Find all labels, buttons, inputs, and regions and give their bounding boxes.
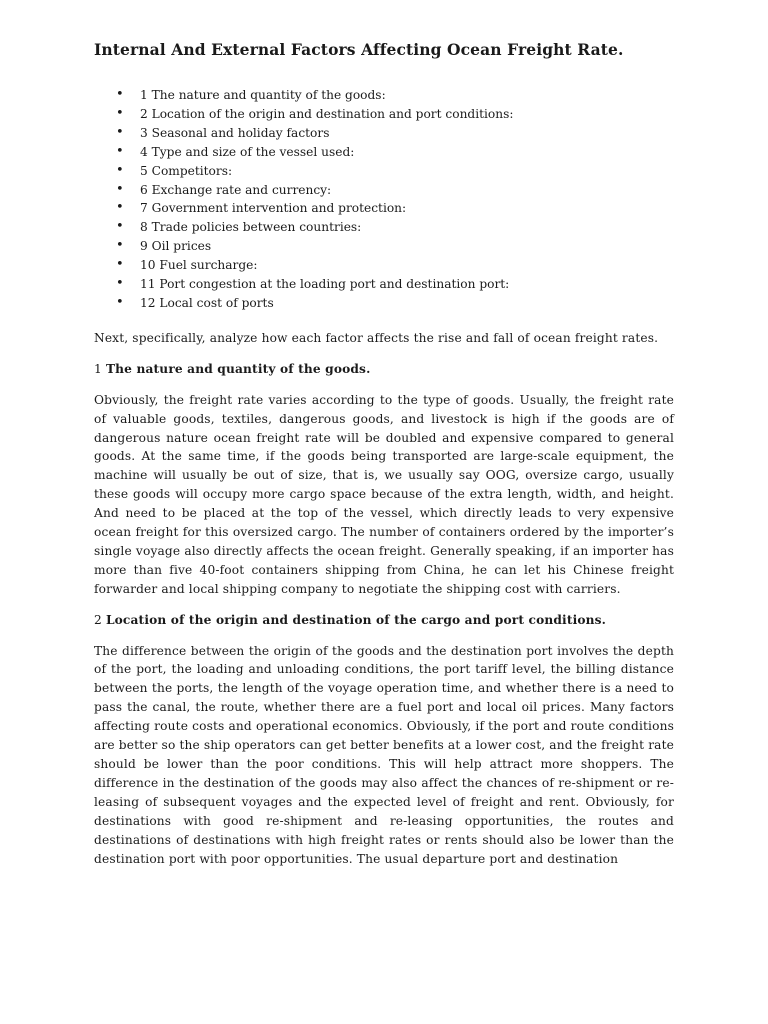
intro-paragraph: Next, specifically, analyze how each factor affects the rise and fall of ocean freight rates. (94, 330, 659, 345)
section-2-paragraph: The difference between the origin of the goods and the destination port involves the depth of the port, the loading and unloading conditions, the port tariff level, the billing distance between the ports, the length of the voyage operation time, and whether there is a need to pass the canal, the route, whether there are a fuel port and local oil prices. Many factors affecting route costs and operational economics. Obviously, if the port and route conditions are better so the ship operators can get better benefits at a lower cost, and the freight rate should be lower than the poor conditions. This will help attract more shoppers. The difference in the destination of the goods may also affect the chances of re-shipment or re-leasing of subsequent voyages and the expected level of freight and rent. Obviously, for destinations with good re-shipment and re-leasing opportunities, the routes and destinations of destinations with high freight rates or rents should also be lower than the destination port with poor opportunities. The usual departure port and destination (94, 643, 674, 866)
list-item: • 1 The nature and quantity of the goods: (140, 86, 674, 105)
list-item: • 12 Local cost of ports (140, 294, 674, 313)
section-2-number: 2 (94, 612, 102, 627)
list-item: • 2 Location of the origin and destination and port conditions: (140, 105, 674, 124)
section-1-heading (94, 360, 674, 379)
section-1-paragraph: Obviously, the freight rate varies according to the type of goods. Usually, the freight rate of valuable goods, textiles, dangerous goods, and livestock is high if the goods are of dangerous nature ocean freight rate will be doubled and expensive compared to general goods. At the same time, if the goods being transported are large-scale equipment, the machine will usually be out of size, that is, we usually say OOG, oversize cargo, usually these goods will occupy more cargo space because of the extra length, width, and height. And need to be placed at the top of the vessel, which directly leads to very expensive ocean freight for this oversized cargo. The number of containers ordered by the importer’s single voyage also directly affects the ocean freight. Generally speaking, if an importer has more than five 40-foot containers shipping from China, he can let his Chinese freight forwarder and local shipping company to negotiate the shipping cost with carriers. (94, 392, 674, 596)
list-item: • 10 Fuel surcharge: (140, 256, 674, 275)
list-item: • 8 Trade policies between countries: (140, 218, 674, 237)
list-item: • 6 Exchange rate and currency: (140, 181, 674, 200)
list-item: • 9 Oil prices (140, 237, 674, 256)
factors-list (94, 86, 674, 313)
list-item: • 7 Government intervention and protection: (140, 199, 674, 218)
section-1-number: 1 (94, 361, 102, 376)
section-2-heading-text: Location of the origin and destination of the cargo and port conditions. (105, 612, 607, 627)
list-item: • 4 Type and size of the vessel used: (140, 143, 674, 162)
document-title: Internal And External Factors Affecting Ocean Freight Rate. (94, 40, 624, 59)
list-item: • 3 Seasonal and holiday factors (140, 124, 674, 143)
list-item: • 11 Port congestion at the loading port and destination port: (140, 275, 674, 294)
section-2-heading (94, 611, 674, 630)
section-1-heading-text: The nature and quantity of the goods. (105, 361, 371, 376)
list-item: • 5 Competitors: (140, 162, 674, 181)
